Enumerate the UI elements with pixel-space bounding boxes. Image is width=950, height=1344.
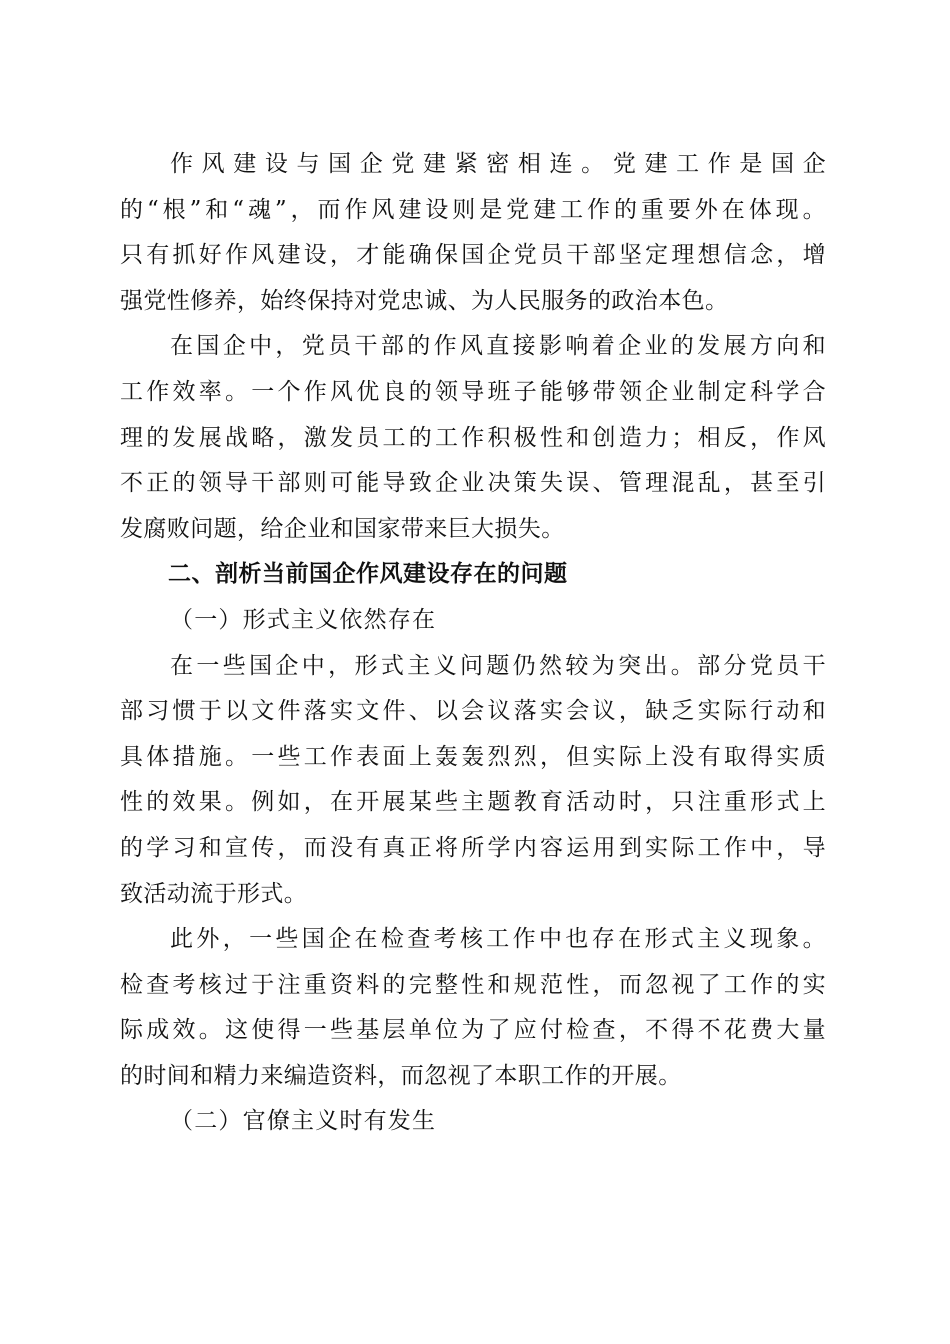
paragraph-line: 不正的领导干部则可能导致企业决策失误、管理混乱，甚至引 <box>120 470 826 497</box>
paragraph-line: 的学习和宣传，而没有真正将所学内容运用到实际工作中，导 <box>120 834 826 861</box>
paragraph-line: 部习惯于以文件落实文件、以会议落实会议，缺乏实际行动和 <box>120 698 826 725</box>
document-body <box>120 142 826 1145</box>
section-heading: 二、剖析当前国企作风建设存在的问题 <box>168 561 568 588</box>
paragraph-line: 此外，一些国企在检查考核工作中也存在形式主义现象。 <box>170 926 826 953</box>
paragraph-line: 的“根”和“魂”，而作风建设则是党建工作的重要外在体现。 <box>120 196 826 223</box>
paragraph-line: 发腐败问题，给企业和国家带来巨大损失。 <box>120 515 565 542</box>
paragraph-line: 性的效果。例如，在开展某些主题教育活动时，只注重形式上 <box>120 789 826 816</box>
subheading-bureaucratism: （二）官僚主义时有发生 <box>170 1108 437 1135</box>
paragraph-line: 强党性修养，始终保持对党忠诚、为人民服务的政治本色。 <box>120 287 729 314</box>
paragraph-cadre-style <box>120 324 826 552</box>
paragraph-line: 检查考核过于注重资料的完整性和规范性，而忽视了工作的实 <box>120 971 826 998</box>
paragraph-line: 致活动流于形式。 <box>120 880 308 907</box>
paragraph-line: 具体措施。一些工作表面上轰轰烈烈，但实际上没有取得实质 <box>120 743 826 770</box>
paragraph-line: 作风建设与国企党建紧密相连。党建工作是国企 <box>170 151 826 177</box>
paragraph-line: 的时间和精力来编造资料，而忽视了本职工作的开展。 <box>120 1062 682 1089</box>
paragraph-line: 在一些国企中，形式主义问题仍然较为突出。部分党员干 <box>170 652 826 679</box>
paragraph-line: 理的发展战略，激发员工的工作积极性和创造力；相反，作风 <box>120 424 826 451</box>
subheading-formalism: （一）形式主义依然存在 <box>170 606 437 633</box>
paragraph-inspection <box>120 917 826 1099</box>
paragraph-line: 际成效。这使得一些基层单位为了应付检查，不得不花费大量 <box>120 1017 826 1044</box>
paragraph-line: 在国企中，党员干部的作风直接影响着企业的发展方向和 <box>170 333 826 360</box>
paragraph-line: 工作效率。一个作风优良的领导班子能够带领企业制定科学合 <box>120 378 826 405</box>
paragraph-party-building <box>120 142 826 324</box>
paragraph-line: 只有抓好作风建设，才能确保国企党员干部坚定理想信念，增 <box>120 242 826 269</box>
paragraph-formalism <box>120 644 826 918</box>
